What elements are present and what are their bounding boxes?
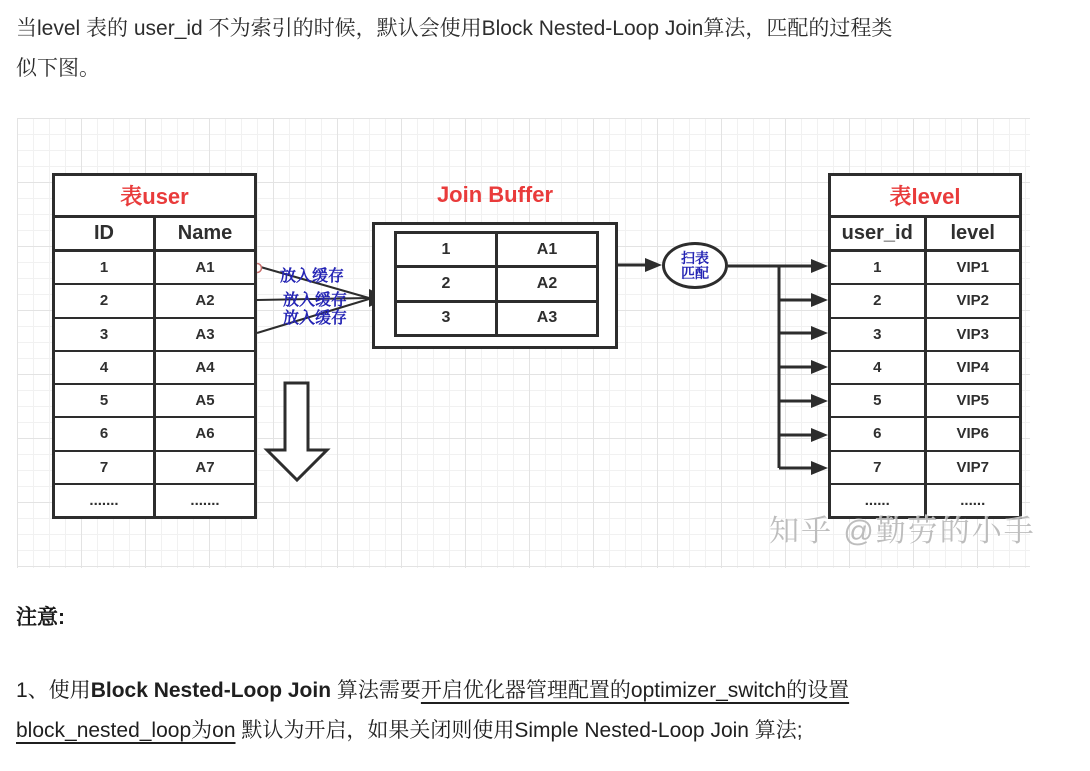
- table-cell: A5: [153, 385, 254, 416]
- table-cell: ......: [924, 485, 1020, 516]
- table-cell: VIP1: [924, 252, 1020, 283]
- user-header-name: Name: [153, 218, 254, 249]
- join-diagram: [17, 118, 1036, 568]
- table-cell: A3: [495, 303, 596, 334]
- table-row: [831, 450, 1019, 483]
- cache-label-2: 放入缓存: [283, 292, 348, 309]
- table-cell: 7: [99, 458, 109, 476]
- table-cell: 3: [99, 325, 109, 343]
- cache-label-3: 放入缓存: [283, 310, 348, 327]
- table-cell: 6: [873, 425, 882, 443]
- table-cell: VIP4: [924, 352, 1020, 383]
- level-table-title: 表level: [831, 176, 1019, 218]
- table-row: [831, 283, 1019, 316]
- level-table: [828, 173, 1022, 519]
- user-table-title: 表user: [55, 176, 254, 218]
- table-cell: 6: [99, 425, 109, 443]
- table-cell: .......: [153, 485, 254, 516]
- table-cell: 5: [99, 392, 109, 410]
- table-cell: VIP5: [924, 385, 1020, 416]
- table-cell: ......: [864, 491, 890, 509]
- cache-label-1: 放入缓存: [280, 268, 345, 285]
- scan-to-level-arrowheads: [811, 259, 828, 475]
- link-optimizer-switch[interactable]: 开启优化器管理配置的optimizer_switch的设置: [420, 679, 850, 702]
- table-cell: .......: [89, 491, 119, 509]
- table-cell: 1: [99, 259, 109, 277]
- scan-label-line-2: 匹配: [681, 264, 709, 281]
- intro-line-2: 似下图。: [16, 57, 100, 80]
- table-cell: 7: [873, 458, 882, 476]
- note-title: 注意:: [16, 606, 65, 629]
- buffer-to-scan-arrowhead-icon: [645, 258, 662, 272]
- down-arrow-icon: [267, 383, 327, 480]
- table-row: [831, 350, 1019, 383]
- item-suffix: 默认为开启，如果关闭则使用Simple Nested-Loop Join 算法;: [235, 719, 803, 742]
- table-row: [55, 450, 254, 483]
- level-table-header: [831, 218, 1019, 252]
- table-cell: 3: [441, 309, 451, 327]
- table-row: [831, 416, 1019, 449]
- join-buffer-table: [394, 231, 599, 337]
- table-cell: A6: [153, 418, 254, 449]
- table-cell: A3: [153, 319, 254, 350]
- table-row: [55, 383, 254, 416]
- table-row: [55, 483, 254, 516]
- table-row: [831, 317, 1019, 350]
- table-cell: A1: [153, 252, 254, 283]
- table-cell: A7: [153, 452, 254, 483]
- table-row: [831, 383, 1019, 416]
- intro-paragraph: [16, 9, 1076, 89]
- table-row: [397, 300, 596, 334]
- item-prefix: 1、使用: [16, 679, 91, 702]
- scan-to-level-lines: [728, 266, 813, 468]
- table-cell: A2: [153, 285, 254, 316]
- table-cell: 1: [873, 259, 882, 277]
- level-header-level: level: [924, 218, 1020, 249]
- user-table: [52, 173, 257, 519]
- table-cell: 5: [873, 392, 882, 410]
- table-cell: VIP7: [924, 452, 1020, 483]
- table-row: [55, 416, 254, 449]
- table-cell: 3: [873, 325, 882, 343]
- user-table-header: [55, 218, 254, 252]
- item-bold-term: Block Nested-Loop Join: [90, 679, 332, 702]
- scan-match-ellipse: [662, 242, 728, 289]
- table-row: [831, 252, 1019, 283]
- table-cell: 1: [441, 240, 451, 258]
- table-row: [397, 234, 596, 265]
- table-cell: VIP3: [924, 319, 1020, 350]
- table-row: [55, 317, 254, 350]
- link-block-nested-loop[interactable]: block_nested_loop为on: [16, 719, 236, 742]
- table-row: [55, 283, 254, 316]
- table-cell: 4: [99, 358, 109, 376]
- table-cell: VIP2: [924, 285, 1020, 316]
- table-cell: A4: [153, 352, 254, 383]
- scan-label-line-1: 扫表: [681, 249, 709, 266]
- table-cell: A1: [495, 234, 596, 265]
- table-row: [55, 252, 254, 283]
- table-cell: VIP6: [924, 418, 1020, 449]
- user-header-id: ID: [94, 222, 114, 244]
- zhihu-watermark: 知乎 @勤劳的小手: [769, 515, 1036, 548]
- table-row: [55, 350, 254, 383]
- table-cell: 4: [873, 358, 882, 376]
- join-buffer-title: Join Buffer: [436, 182, 554, 207]
- level-header-user-id: user_id: [841, 222, 913, 244]
- table-row: [397, 265, 596, 299]
- table-cell: 2: [99, 292, 109, 310]
- item-paragraph: [16, 671, 1076, 751]
- intro-line-1: 当level 表的 user_id 不为索引的时候，默认会使用Block Nested-Loop Join算法，匹配的过程类: [16, 17, 893, 40]
- table-cell: 2: [441, 274, 451, 292]
- item-mid: 算法需要: [331, 679, 421, 702]
- join-buffer-box: [372, 222, 618, 349]
- table-cell: 2: [873, 292, 882, 310]
- table-cell: A2: [495, 268, 596, 299]
